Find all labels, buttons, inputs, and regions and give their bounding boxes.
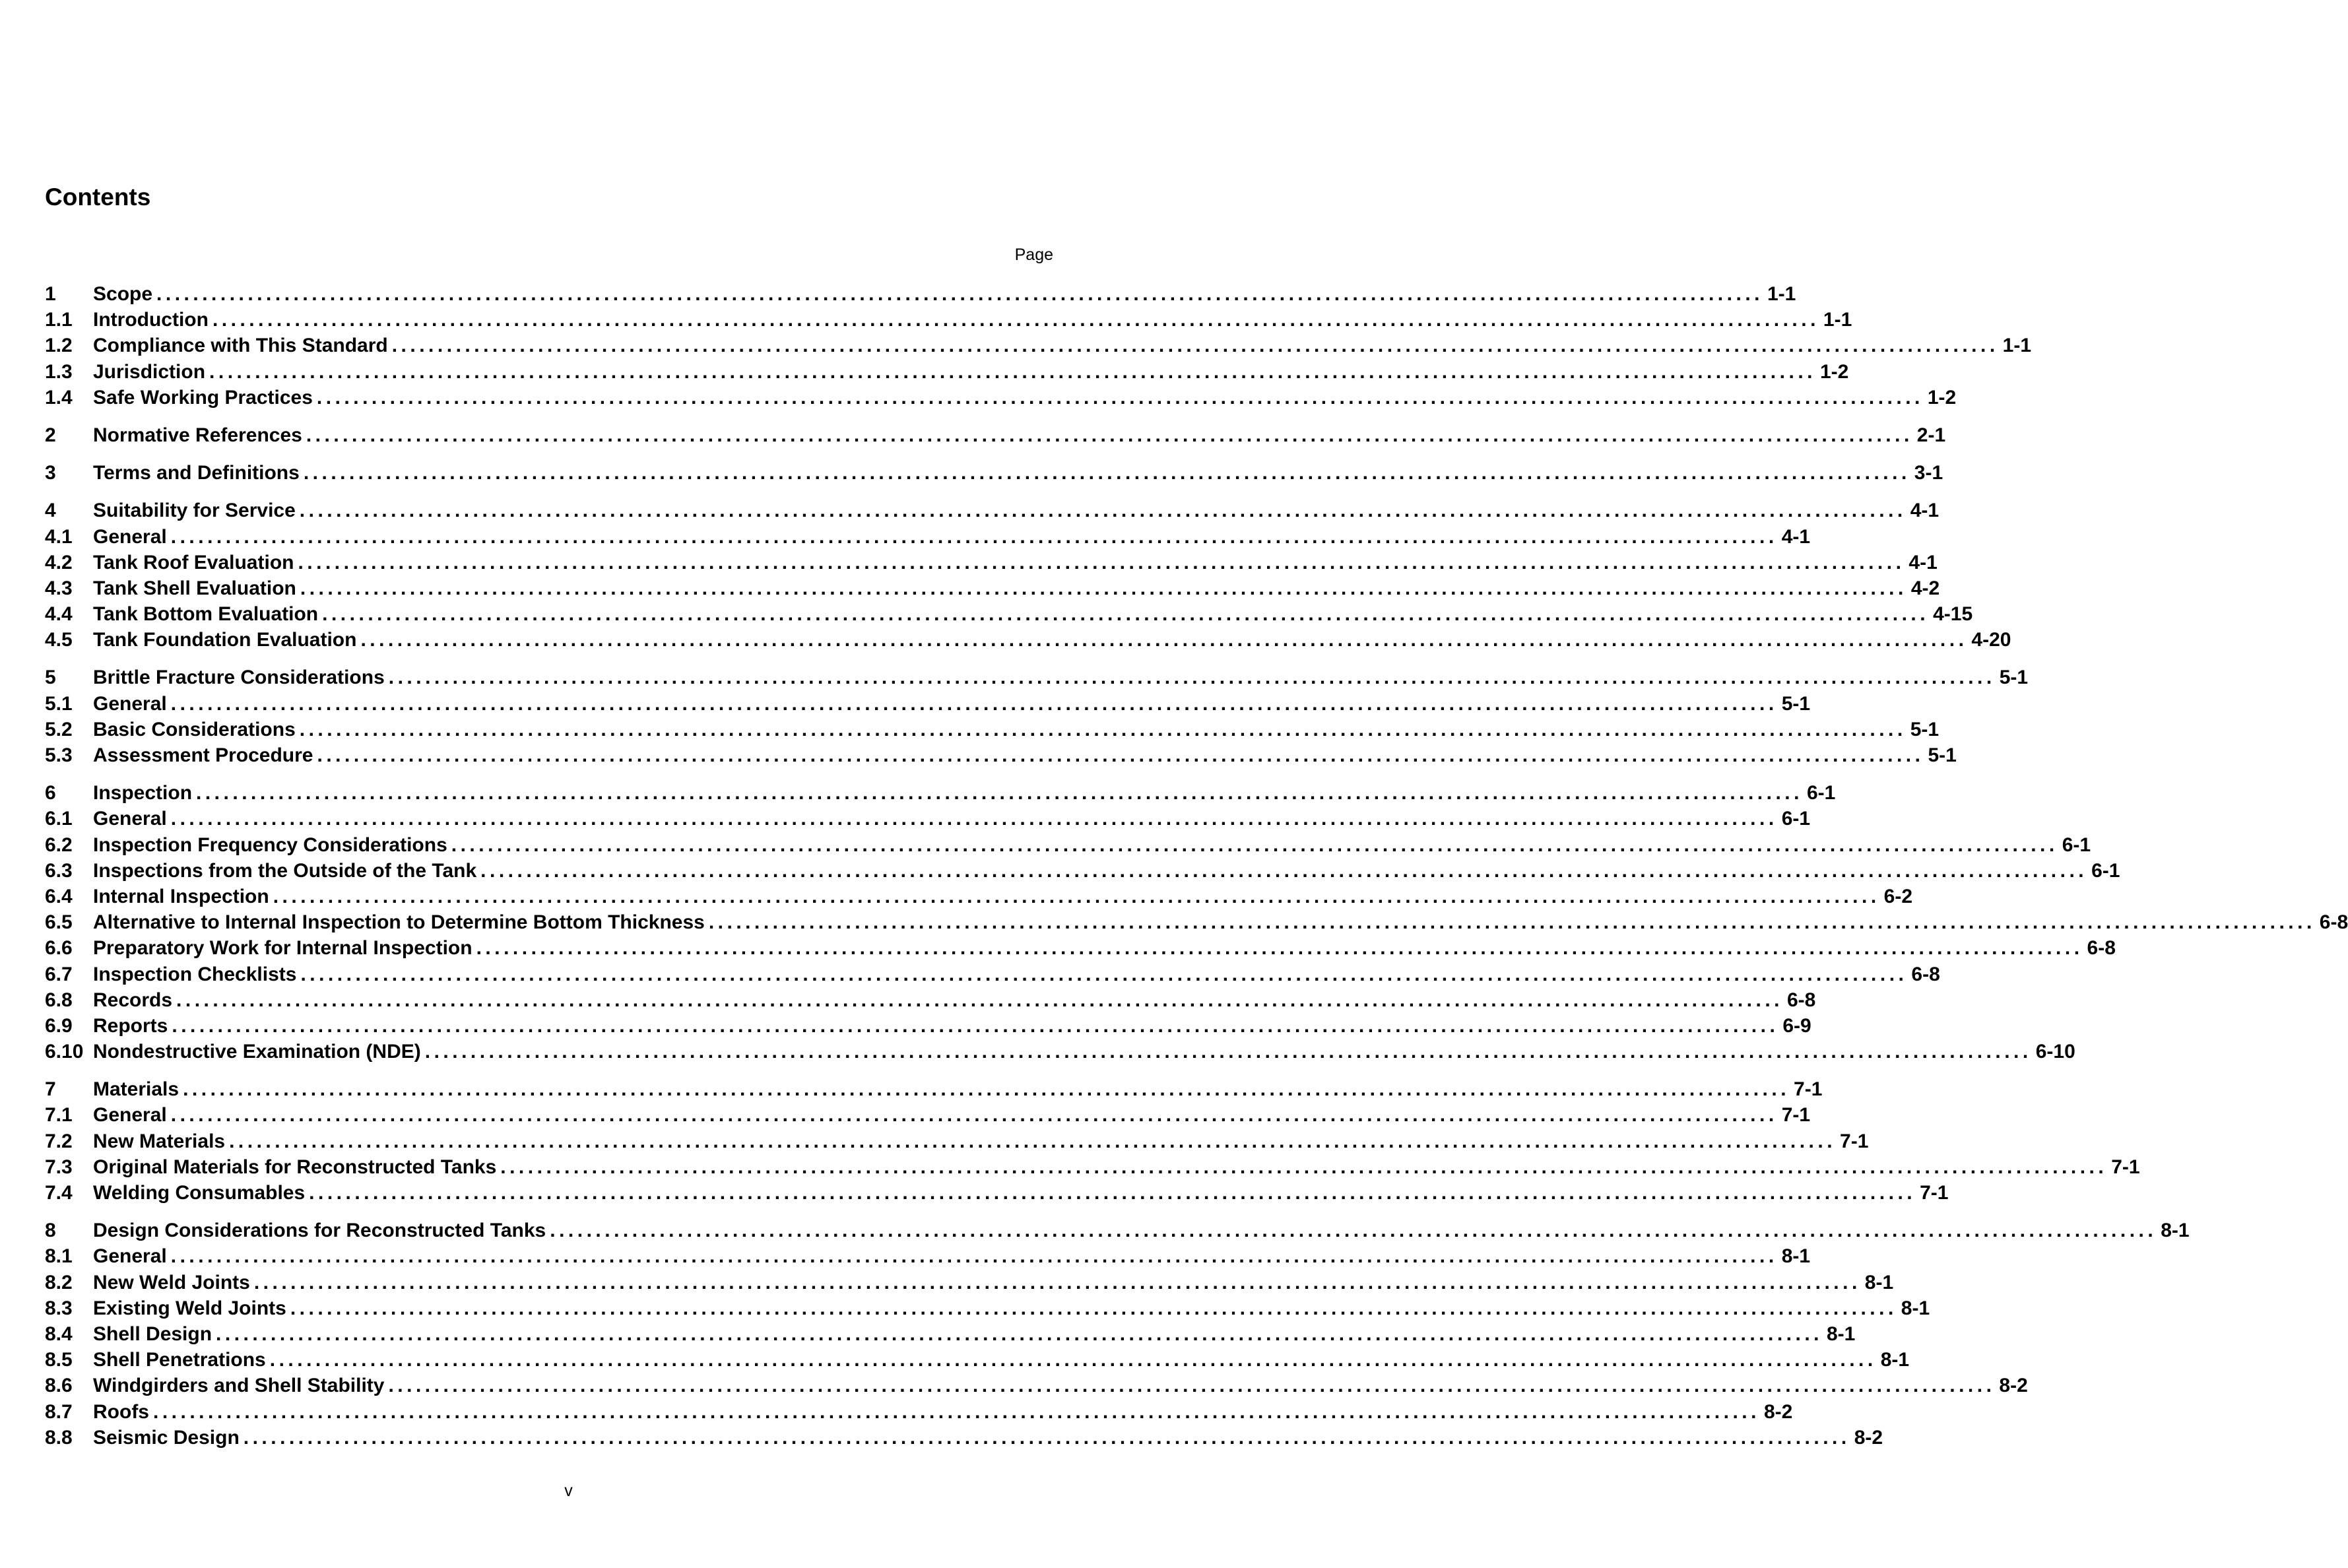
toc-entry-title: Jurisdiction: [93, 360, 206, 383]
dot-leader: ................................................................................................................................................................................: [550, 1220, 2157, 1242]
toc-entry-page: 7-1: [1920, 1182, 1949, 1204]
toc-entry[interactable]: [45, 665, 2029, 690]
toc-entry[interactable]: [45, 909, 2348, 935]
toc-entry-title: Basic Considerations: [93, 718, 296, 740]
toc-entry[interactable]: [45, 1399, 1793, 1425]
toc-entry-number: 1: [45, 283, 56, 305]
dot-leader: ................................................................................................................................................................................: [170, 808, 1778, 830]
dot-leader: ................................................................................................................................................................................: [269, 1349, 1877, 1371]
toc-entry-page: 5-1: [1999, 667, 2029, 689]
toc-section-group: [45, 281, 2032, 410]
toc-entry-number: 7.2: [45, 1130, 73, 1152]
toc-entry-number: 7.1: [45, 1104, 73, 1127]
toc-entry-page: 8-1: [1864, 1271, 1894, 1293]
toc-entry-page: 7-1: [1781, 1104, 1811, 1127]
toc-entry-number: 4.4: [45, 603, 73, 626]
toc-entry[interactable]: [45, 742, 1957, 768]
toc-entry-page: 6-8: [1787, 989, 1816, 1011]
toc-entry-number: 4.1: [45, 525, 73, 548]
toc-entry[interactable]: [45, 1347, 1910, 1373]
toc-entry-number: 1.3: [45, 360, 73, 383]
toc-entry-page: 6-10: [2035, 1041, 2075, 1063]
table-of-contents: [45, 281, 2348, 1462]
toc-entry-number: 7.4: [45, 1182, 73, 1204]
dot-leader: ................................................................................................................................................................................: [156, 283, 1763, 305]
toc-entry-number: 4: [45, 500, 56, 522]
toc-entry-title: Materials: [93, 1078, 179, 1101]
toc-entry-number: 1.2: [45, 335, 73, 357]
toc-entry-page: 8-2: [1999, 1375, 2028, 1397]
toc-entry-number: 6.4: [45, 885, 73, 907]
toc-entry-title: Tank Bottom Evaluation: [93, 603, 319, 626]
toc-entry-page: 1-2: [1819, 360, 1849, 383]
toc-entry-page: 4-1: [1908, 551, 1938, 573]
toc-entry-number: 8.4: [45, 1323, 73, 1345]
toc-entry-page: 7-1: [1840, 1130, 1869, 1152]
dot-leader: ................................................................................................................................................................................: [183, 1078, 1790, 1101]
dot-leader: ................................................................................................................................................................................: [243, 1426, 1850, 1449]
dot-leader: ................................................................................................................................................................................: [360, 629, 1968, 651]
toc-entry-number: 5.2: [45, 718, 73, 740]
toc-entry-page: 8-1: [2161, 1220, 2190, 1242]
toc-entry[interactable]: [45, 1321, 1856, 1347]
dot-leader: ................................................................................................................................................................................: [306, 424, 1913, 446]
toc-section-group: [45, 1076, 2140, 1206]
toc-entry-page: 5-1: [1781, 692, 1811, 715]
toc-entry-title: Tank Foundation Evaluation: [93, 629, 357, 651]
toc-entry[interactable]: [45, 987, 1816, 1013]
toc-entry[interactable]: [45, 422, 1946, 448]
toc-entry-page: 6-1: [2091, 859, 2120, 882]
toc-section-group: [45, 498, 2011, 653]
toc-entry[interactable]: [45, 385, 1957, 410]
dot-leader: ................................................................................................................................................................................: [216, 1323, 1823, 1345]
toc-entry-page: 1-1: [1823, 309, 1852, 331]
toc-entry-number: 4.5: [45, 629, 73, 651]
toc-entry[interactable]: [45, 601, 1973, 627]
toc-entry-title: Normative References: [93, 424, 302, 446]
toc-entry-number: 6.3: [45, 859, 73, 882]
toc-entry[interactable]: [45, 359, 1849, 385]
toc-entry-page: 6-1: [1781, 808, 1811, 830]
toc-entry-page: 1-1: [1767, 283, 1796, 305]
toc-entry[interactable]: [45, 1295, 1930, 1321]
toc-entry-number: 5.3: [45, 744, 73, 766]
toc-entry-page: 4-20: [1971, 629, 2011, 651]
toc-entry-title: Inspection Frequency Considerations: [93, 833, 447, 856]
dot-leader: ................................................................................................................................................................................: [170, 692, 1778, 715]
toc-entry-title: Suitability for Service: [93, 500, 296, 522]
toc-entry-number: 5: [45, 667, 56, 689]
dot-leader: ................................................................................................................................................................................: [388, 1375, 1996, 1397]
dot-leader: ................................................................................................................................................................................: [170, 1104, 1778, 1127]
dot-leader: ................................................................................................................................................................................: [500, 1156, 2108, 1178]
toc-entry-page: 4-1: [1910, 500, 1940, 522]
dot-leader: ................................................................................................................................................................................: [299, 500, 1907, 522]
dot-leader: ................................................................................................................................................................................: [172, 1014, 1779, 1037]
toc-entry-title: Records: [93, 989, 173, 1011]
toc-entry-number: 8.6: [45, 1375, 73, 1397]
toc-entry[interactable]: [45, 884, 1913, 909]
toc-entry-title: Tank Roof Evaluation: [93, 551, 294, 573]
toc-entry[interactable]: [45, 858, 2120, 884]
toc-entry-title: Nondestructive Examination (NDE): [93, 1041, 421, 1063]
toc-entry-page: 1-1: [2002, 335, 2032, 357]
toc-entry-page: 6-2: [1883, 885, 1913, 907]
toc-entry-page: 8-2: [1763, 1400, 1793, 1423]
toc-entry-title: Scope: [93, 283, 153, 305]
toc-entry[interactable]: [45, 498, 1940, 523]
dot-leader: ................................................................................................................................................................................: [290, 1297, 1897, 1319]
toc-entry-number: 6.5: [45, 911, 73, 934]
toc-entry-number: 6: [45, 782, 56, 804]
toc-entry-title: Design Considerations for Reconstructed Tanks: [93, 1220, 546, 1242]
toc-entry-page: 6-8: [1911, 963, 1940, 985]
toc-entry-number: 2: [45, 424, 56, 446]
toc-entry-title: Windgirders and Shell Stability: [93, 1375, 385, 1397]
toc-entry-number: 8.8: [45, 1426, 73, 1449]
toc-entry-page: 7-1: [1794, 1078, 1823, 1101]
toc-entry-title: New Materials: [93, 1130, 226, 1152]
toc-entry-title: General: [93, 525, 167, 548]
toc-entry-number: 4.3: [45, 577, 73, 599]
toc-entry[interactable]: [45, 460, 1943, 486]
toc-entry-page: 2-1: [1916, 424, 1946, 446]
toc-entry-number: 3: [45, 462, 56, 484]
toc-section-group: [45, 1218, 2190, 1451]
toc-entry[interactable]: [45, 333, 2032, 358]
toc-entry-title: Introduction: [93, 309, 209, 331]
toc-entry[interactable]: [45, 1373, 2028, 1398]
toc-entry-number: 1.1: [45, 309, 73, 331]
toc-entry-title: Inspection Checklists: [93, 963, 297, 985]
dot-leader: ................................................................................................................................................................................: [480, 859, 2088, 882]
dot-leader: ................................................................................................................................................................................: [476, 937, 2083, 960]
toc-entry[interactable]: [45, 1013, 1811, 1039]
toc-entry[interactable]: [45, 691, 1811, 717]
dot-leader: ................................................................................................................................................................................: [229, 1130, 1837, 1152]
dot-leader: ................................................................................................................................................................................: [176, 989, 1783, 1011]
toc-entry-number: 4.2: [45, 551, 73, 573]
toc-entry[interactable]: [45, 962, 1940, 987]
toc-entry-page: 6-8: [2087, 937, 2116, 960]
dot-leader: ................................................................................................................................................................................: [300, 963, 1908, 985]
toc-entry[interactable]: [45, 1243, 1811, 1269]
toc-entry[interactable]: [45, 806, 1811, 832]
toc-entry-title: New Weld Joints: [93, 1271, 250, 1293]
toc-entry[interactable]: [45, 1425, 1883, 1451]
toc-entry-page: 8-1: [1827, 1323, 1856, 1345]
toc-entry-title: Preparatory Work for Internal Inspection: [93, 937, 473, 960]
toc-section-group: [45, 460, 1943, 486]
toc-entry-title: Terms and Definitions: [93, 462, 300, 484]
toc-entry-page: 6-1: [1806, 782, 1836, 804]
toc-entry-page: 4-15: [1933, 603, 1973, 626]
toc-entry-page: 6-9: [1782, 1014, 1811, 1037]
toc-section-group: [45, 422, 1946, 448]
toc-entry[interactable]: [45, 307, 1852, 333]
toc-section-group: [45, 780, 2348, 1064]
toc-entry-title: General: [93, 1104, 167, 1127]
toc-entry[interactable]: [45, 627, 2011, 653]
dot-leader: ................................................................................................................................................................................: [212, 309, 1819, 331]
toc-entry-page: 5-1: [1928, 744, 1957, 766]
toc-entry-page: 8-1: [1880, 1349, 1910, 1371]
toc-entry-title: Shell Penetrations: [93, 1349, 266, 1371]
toc-entry-title: Seismic Design: [93, 1426, 240, 1449]
toc-entry-title: Internal Inspection: [93, 885, 269, 907]
toc-entry-number: 6.2: [45, 833, 73, 856]
toc-entry-number: 6.1: [45, 808, 73, 830]
toc-entry-page: 6-1: [2062, 833, 2091, 856]
toc-entry[interactable]: [45, 1102, 1811, 1128]
dot-leader: ................................................................................................................................................................................: [317, 744, 1924, 766]
toc-entry[interactable]: [45, 1039, 2075, 1064]
toc-entry-title: Tank Shell Evaluation: [93, 577, 296, 599]
toc-entry[interactable]: [45, 832, 2091, 858]
dot-leader: ................................................................................................................................................................................: [170, 525, 1778, 548]
toc-entry[interactable]: [45, 717, 1940, 742]
toc-entry-number: 6.6: [45, 937, 73, 960]
toc-entry-page: 1-2: [1927, 386, 1957, 408]
page-folio: v: [564, 1482, 573, 1500]
toc-section-group: [45, 665, 2029, 768]
toc-entry-number: 8: [45, 1220, 56, 1242]
toc-entry[interactable]: [45, 780, 1836, 806]
toc-entry-title: Safe Working Practices: [93, 386, 313, 408]
toc-entry-number: 6.8: [45, 989, 73, 1011]
dot-leader: ................................................................................................................................................................................: [273, 885, 1880, 907]
toc-entry-page: 7-1: [2111, 1156, 2140, 1178]
toc-entry-page: 4-2: [1910, 577, 1940, 599]
toc-entry-title: Shell Design: [93, 1323, 212, 1345]
toc-entry-number: 1.4: [45, 386, 73, 408]
dot-leader: ................................................................................................................................................................................: [322, 603, 1930, 626]
toc-entry-page: 5-1: [1910, 718, 1940, 740]
dot-leader: ................................................................................................................................................................................: [391, 335, 1999, 357]
dot-leader: ................................................................................................................................................................................: [153, 1400, 1760, 1423]
dot-leader: ................................................................................................................................................................................: [170, 1245, 1778, 1268]
toc-entry-title: Alternative to Internal Inspection to Determine Bottom Thickness: [93, 911, 705, 934]
toc-entry-title: General: [93, 1245, 167, 1268]
dot-leader: ................................................................................................................................................................................: [298, 551, 1905, 573]
toc-entry[interactable]: [45, 1076, 1823, 1102]
toc-entry-page: 3-1: [1914, 462, 1943, 484]
toc-entry-page: 6-8: [2319, 911, 2348, 934]
dot-leader: ................................................................................................................................................................................: [303, 462, 1910, 484]
page-column-label: Page: [1014, 245, 1053, 264]
dot-leader: ................................................................................................................................................................................: [316, 386, 1924, 408]
toc-entry[interactable]: [45, 935, 2116, 961]
dot-leader: ................................................................................................................................................................................: [209, 360, 1816, 383]
toc-entry-page: 4-1: [1781, 525, 1811, 548]
toc-entry-number: 8.7: [45, 1400, 73, 1423]
toc-entry-page: 8-1: [1901, 1297, 1930, 1319]
toc-entry-title: Existing Weld Joints: [93, 1297, 286, 1319]
toc-entry-number: 8.5: [45, 1349, 73, 1371]
dot-leader: ................................................................................................................................................................................: [253, 1271, 1861, 1293]
toc-entry-number: 8.1: [45, 1245, 73, 1268]
toc-entry[interactable]: [45, 281, 1796, 307]
toc-entry-number: 8.2: [45, 1271, 73, 1293]
dot-leader: ................................................................................................................................................................................: [309, 1182, 1916, 1204]
dot-leader: ................................................................................................................................................................................: [300, 577, 1907, 599]
toc-entry-page: 8-2: [1854, 1426, 1883, 1449]
dot-leader: ................................................................................................................................................................................: [299, 718, 1907, 740]
toc-entry-title: Inspections from the Outside of the Tank: [93, 859, 477, 882]
toc-entry-title: General: [93, 808, 167, 830]
dot-leader: ................................................................................................................................................................................: [424, 1041, 2032, 1063]
dot-leader: ................................................................................................................................................................................: [451, 833, 2058, 856]
toc-entry-number: 8.3: [45, 1297, 73, 1319]
toc-entry-number: 6.7: [45, 963, 73, 985]
toc-entry-number: 7.3: [45, 1156, 73, 1178]
toc-entry[interactable]: [45, 1270, 1894, 1295]
toc-entry-number: 6.9: [45, 1014, 73, 1037]
toc-entry-title: Compliance with This Standard: [93, 335, 388, 357]
toc-entry-page: 8-1: [1781, 1245, 1811, 1268]
toc-entry-title: Roofs: [93, 1400, 149, 1423]
toc-entry-title: Inspection: [93, 782, 193, 804]
toc-entry[interactable]: [45, 524, 1811, 550]
toc-entry-number: 6.10: [45, 1041, 84, 1063]
toc-entry[interactable]: [45, 1218, 2190, 1243]
dot-leader: ................................................................................................................................................................................: [388, 667, 1996, 689]
toc-entry-title: Assessment Procedure: [93, 744, 313, 766]
toc-entry-title: Original Materials for Reconstructed Tanks: [93, 1156, 497, 1178]
toc-entry-title: Reports: [93, 1014, 168, 1037]
toc-entry-title: Brittle Fracture Considerations: [93, 667, 385, 689]
toc-entry-title: General: [93, 692, 167, 715]
toc-entry-title: Welding Consumables: [93, 1182, 306, 1204]
page-title: Contents: [45, 183, 151, 211]
toc-entry-number: 5.1: [45, 692, 73, 715]
toc-entry[interactable]: [45, 1180, 1949, 1206]
dot-leader: ................................................................................................................................................................................: [196, 782, 1803, 804]
toc-entry[interactable]: [45, 575, 1940, 601]
toc-entry[interactable]: [45, 1154, 2140, 1180]
toc-entry[interactable]: [45, 1128, 1869, 1154]
toc-entry-number: 7: [45, 1078, 56, 1101]
dot-leader: ................................................................................................................................................................................: [708, 911, 2316, 934]
toc-entry[interactable]: [45, 550, 1938, 575]
